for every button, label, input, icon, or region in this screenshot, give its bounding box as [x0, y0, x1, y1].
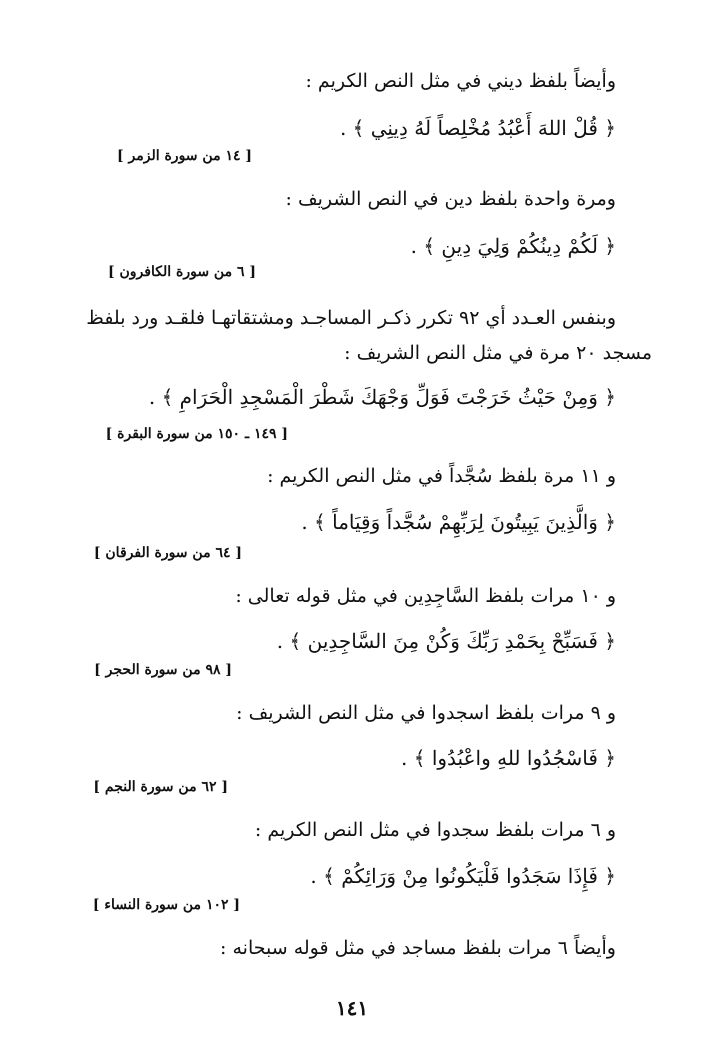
- quran-verse: ﴿ فَسَبِّحْ بِحَمْدِ رَبِّكَ وَكُنْ مِنَ السَّاجِدِين ﴾ .: [276, 629, 616, 653]
- verse-reference: [ ١٤٩ ـ ١٥٠ من سورة البقرة ]: [105, 426, 288, 442]
- text-line: و ٦ مرات بلفظ سجدوا في مثل النص الكريم :: [254, 819, 616, 841]
- verse-reference: [ ٩٨ من سورة الحجر ]: [94, 662, 232, 678]
- verse-reference: [ ١٤ من سورة الزمر ]: [117, 148, 252, 164]
- quran-verse: ﴿ فَإِذَا سَجَدُوا فَلْيَكُونُوا مِنْ وَرَائِكُمْ ﴾ .: [310, 864, 616, 888]
- text-line: و ١١ مرة بلفظ سُجَّداً في مثل النص الكريم :: [267, 465, 616, 487]
- quran-verse: ﴿ فَاسْجُدُوا للهِ واعْبُدُوا ﴾ .: [401, 746, 616, 770]
- text-line: و ٩ مرات بلفظ اسجدوا في مثل النص الشريف :: [236, 702, 616, 724]
- quran-verse: ﴿ قُلْ اللهَ أَعْبُدُ مُخْلِصاً لَهُ دِينِي ﴾ .: [339, 116, 616, 140]
- text-line: وأيضاً بلفظ ديني في مثل النص الكريم :: [305, 70, 616, 92]
- verse-reference: [ ٦ من سورة الكافرون ]: [108, 264, 256, 280]
- quran-verse: ﴿ وَالَّذِينَ يَبِيتُونَ لِرَبِّهِمْ سُجَّداً وَقِيَاماً ﴾ .: [301, 510, 616, 534]
- verse-reference: [ ٦٤ من سورة الفرقان ]: [93, 545, 242, 561]
- verse-reference: [ ٦٢ من سورة النجم ]: [93, 779, 228, 795]
- text-line: و ١٠ مرات بلفظ السَّاجِدِين في مثل قوله تعالى :: [235, 585, 616, 607]
- text-line: وأيضاً ٦ مرات بلفظ مساجد في مثل قوله سبحانه :: [220, 937, 616, 959]
- quran-verse: ﴿ وَمِنْ حَيْثُ خَرَجْتَ فَوَلِّ وَجْهَكَ شَطْرَ الْمَسْجِدِ الْحَرَامِ ﴾ .: [148, 385, 616, 409]
- text-line: وبنفس العـدد أي ٩٢ تكرر ذكـر المساجـد ومشتقاتهـا فلقـد ورد بلفظ: [86, 307, 616, 329]
- quran-verse: ﴿ لَكُمْ دِينُكُمْ وَلِيَ دِينِ ﴾ .: [410, 234, 616, 258]
- verse-reference: [ ١٠٢ من سورة النساء ]: [92, 897, 240, 913]
- page-number: ١٤١: [335, 996, 369, 1020]
- text-line: ومرة واحدة بلفظ دين في النص الشريف :: [285, 188, 616, 210]
- text-line: مسجد ٢٠ مرة في مثل النص الشريف :: [344, 342, 652, 364]
